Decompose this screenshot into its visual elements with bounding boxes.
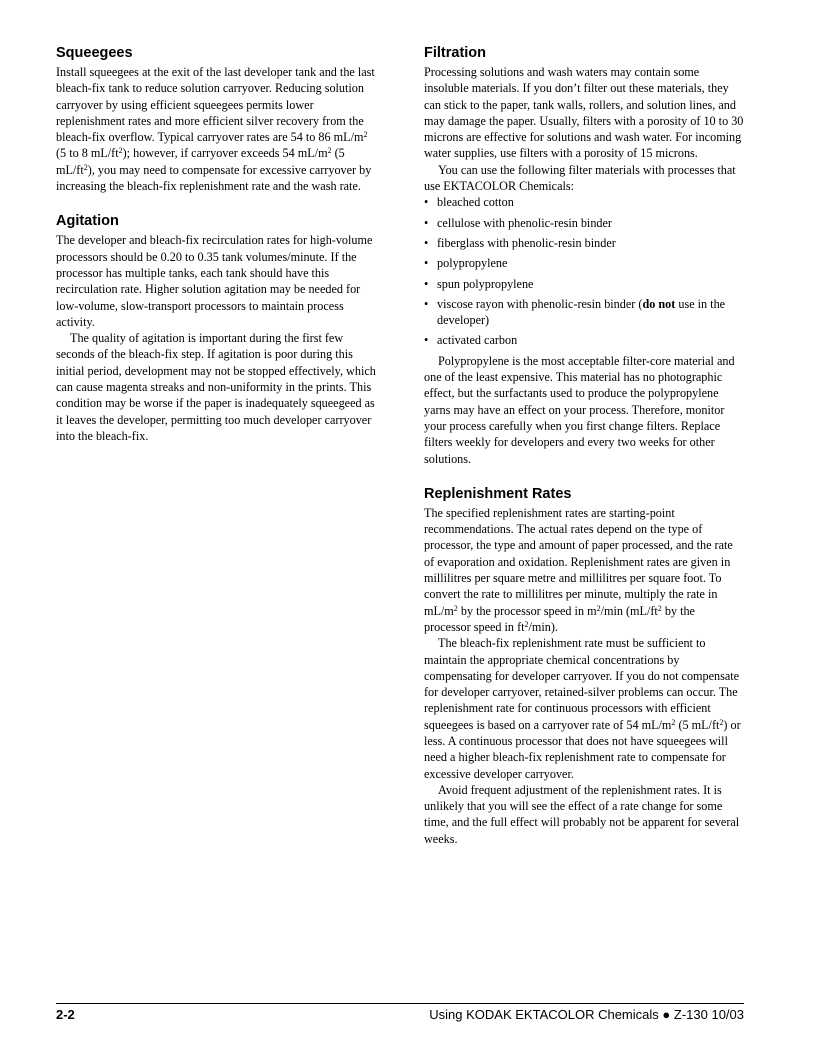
footer-rule [56, 1003, 744, 1004]
filtration-paragraph-2: You can use the following filter materials with processes that use EKTACOLOR Chemicals: [424, 162, 736, 194]
list-item: • fiberglass with phenolic-resin binder [424, 235, 616, 250]
do-not-emphasis: do not [642, 296, 676, 311]
list-item: • spun polypropylene [424, 276, 534, 291]
list-item: • activated carbon [424, 333, 518, 348]
list-item: • viscose rayon with phenolic-resin binder (do not use in the developer) [424, 296, 726, 328]
page-number: 2-2 [56, 1007, 75, 1022]
list-item: • cellulose with phenolic-resin binder [424, 215, 612, 230]
list-item: • polypropylene [424, 256, 508, 271]
replenishment-paragraph-1: The specified replenishment rates are starting-point recommendations. The actual rates depend on the type of processor, the type and amount of paper processed, and the rate of evaporation and oxidation. Replenishment rates are given in millilitres per square metre and millilitres per square foot. To convert the rate to millilitres per minute, multiply the rate in $mL/m^2$ by the processor speed in $m^2/\min$ ($mL/ft^2$ by the processor speed in $ft^2/\min$). [424, 505, 733, 634]
filtration-paragraph-3: Polypropylene is the most acceptable filter-core material and one of the least expensive. This material has no photographic effect, but the surfactants used to produce the polypropylene yarns may have an effect on your process. Therefore, monitor your process carefully when you first change filters. Replace filters weekly for developers and every two weeks for other solutions. [424, 353, 735, 466]
list-item: • bleached cotton [424, 195, 514, 210]
footer-title [429, 1007, 744, 1022]
bullet-icon: • [424, 215, 429, 230]
filtration-heading: Filtration [424, 45, 487, 61]
squeegees-heading: Squeegees [56, 45, 133, 61]
squeegees-paragraph: Install squeegees at the exit of the last developer tank and the last bleach-fix tank to reduce solution carryover. Reducing solution carryover by using efficient squeegees permits lower replenishment rates and more efficient silver recovery from the bleach-fix overflow. Typical carryover rates are 54 to 86 $mL/m^2$ (5 to 8 $mL/ft^2$); however, if carryover exceeds 54 $mL/m^2$ (5 $mL/ft^2$), you may need to compensate for excessive carryover by increasing the bleach-fix replenishment rate and the wash rate. [56, 65, 375, 194]
agitation-heading: Agitation [56, 213, 119, 230]
agitation-paragraph-2: The quality of agitation is important during the first few seconds of the bleach-fix step. If agitation is poor during this initial period, development may not be stopped effectively, which can cause magenta streaks and non-uniformity in the prints. This condition may be worse if the paper is inadequately squeegeed as it leaves the developer, permitting too much developer carryover into the bleach-fix. [56, 331, 376, 443]
bullet-icon: • [424, 235, 429, 250]
footer-doc-code: Z-130 10/03 [673, 1007, 744, 1022]
bullet-icon: • [424, 256, 429, 271]
replenishment-paragraph-2: The bleach-fix replenishment rate must be sufficient to maintain the appropriate chemical concentrations by compensating for developer carryover. If you do not compensate for developer carryover, retained-silver problems can occur. The replenishment rate for continuous processors with efficient squeegees is based on a carryover rate of 54 $mL/m^2$ (5 $mL/ft^2$) or less. A continuous processor that does not have squeegees will need a higher bleach-fix replenishment rate to compensate for excessive developer carryover. [424, 636, 741, 781]
filter-materials-list [424, 194, 744, 348]
filtration-paragraph-1: Processing solutions and wash waters may contain some insoluble materials. If you don’t filter out these materials, they can stick to the paper, tank walls, rollers, and solution lines, and may damage the paper. Usually, filters with a porosity of 10 to 30 microns are effective for solutions and wash water. For incoming water supplies, use filters with a porosity of 15 microns. [424, 65, 744, 161]
replenishment-section [424, 485, 744, 847]
footer-bullet-icon: ● [662, 1007, 671, 1022]
bullet-icon: • [424, 333, 429, 348]
left-column [56, 44, 378, 462]
squeegees-section [56, 44, 378, 194]
bullet-icon: • [424, 296, 429, 311]
bullet-icon: • [424, 276, 429, 291]
agitation-section [56, 212, 378, 444]
agitation-paragraph-1: The developer and bleach-fix recirculation rates for high-volume processors should be 0.20 to 0.35 tank volumes/minute. If the processor has multiple tanks, each tank should have this recirculation rate. Higher solution agitation may be needed for low-volume, slow-transport processors to maintain process activity. [56, 233, 373, 329]
replenishment-paragraph-3: Avoid frequent adjustment of the replenishment rates. It is unlikely that you will see the effect of a rate change for some time, and the full effect will probably not be apparent for several weeks. [424, 782, 740, 846]
replenishment-heading: Replenishment Rates [424, 485, 572, 502]
footer-doc-title: Using KODAK EKTACOLOR Chemicals [429, 1007, 659, 1022]
right-column [424, 44, 744, 865]
filtration-section [424, 44, 744, 467]
bullet-icon: • [424, 195, 429, 210]
